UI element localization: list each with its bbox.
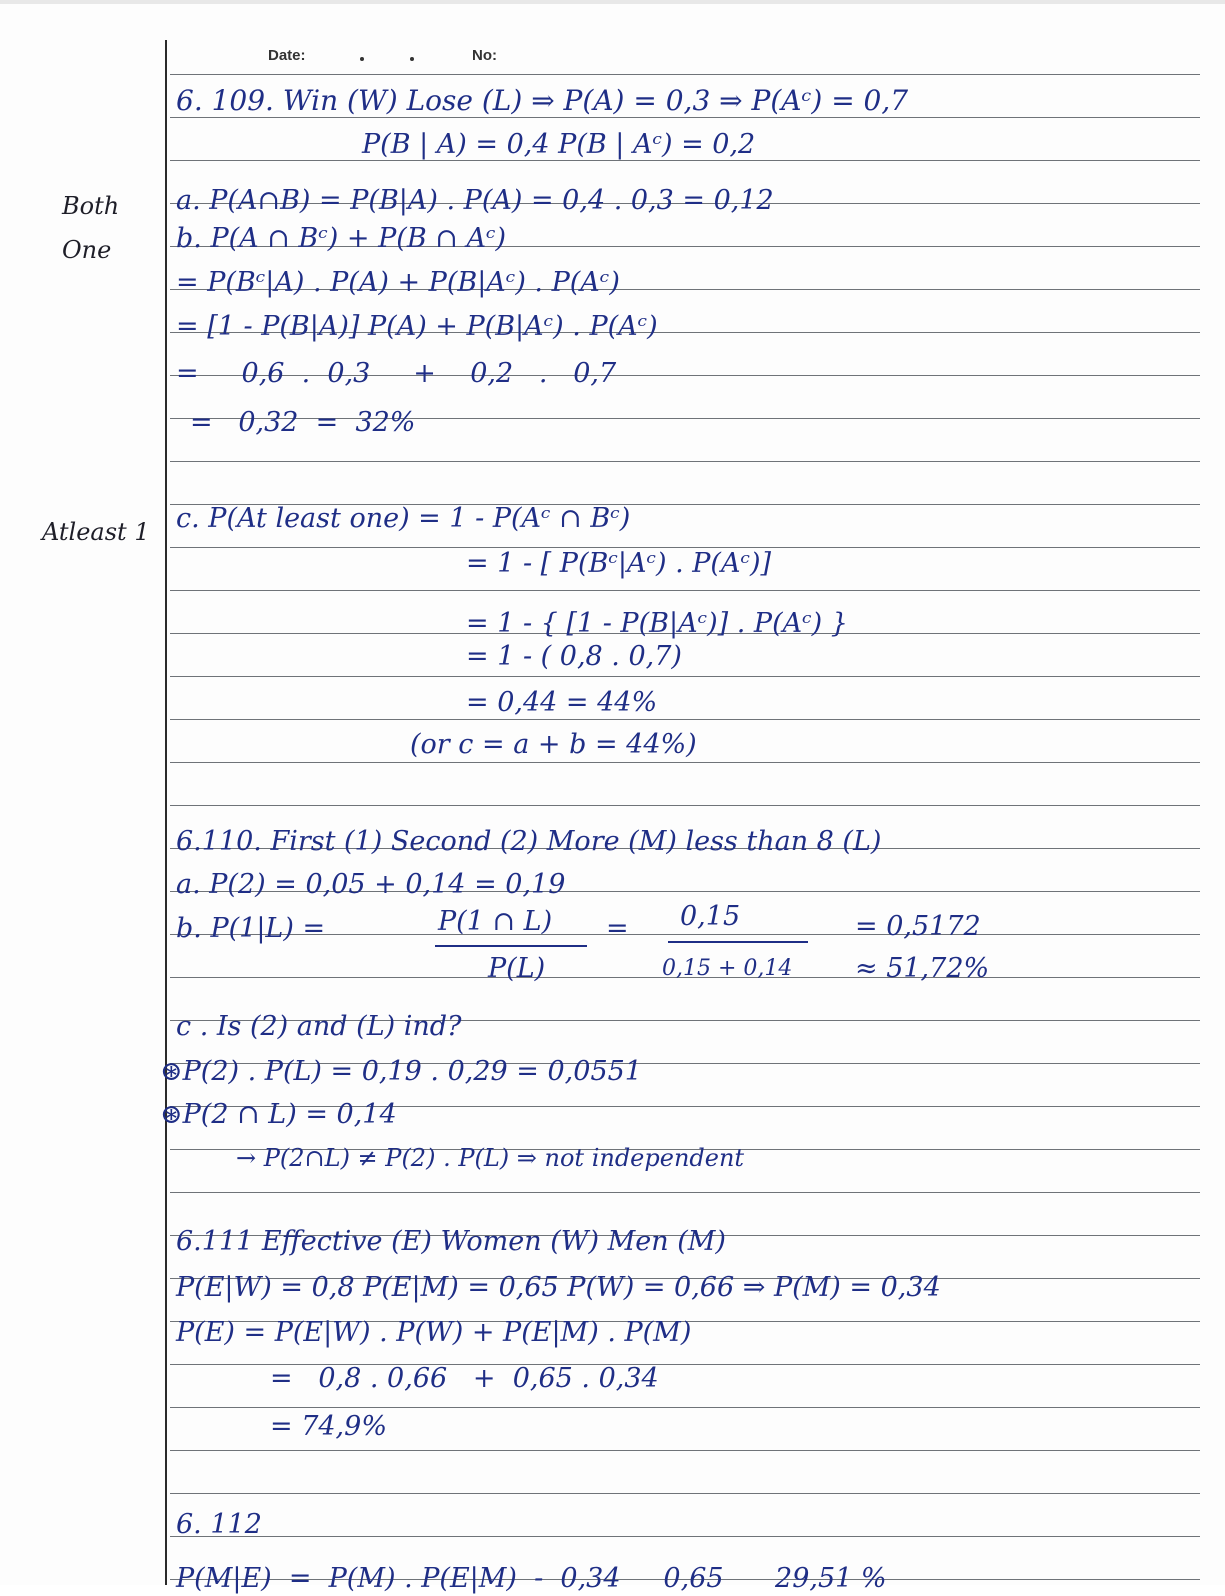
p109-part-b-line1: b. P(A ∩ Bᶜ) + P(B ∩ Aᶜ) <box>176 223 506 254</box>
p110-fraction-numerator: P(1 ∩ L) <box>438 906 553 937</box>
p110-fraction-equals: = <box>606 913 629 944</box>
ruled-line <box>170 1407 1200 1408</box>
p110-fraction-denominator: P(L) <box>488 953 546 984</box>
p110-part-a: a. P(2) = 0,05 + 0,14 = 0,19 <box>176 869 566 900</box>
margin-note-at-least-1: Atleast 1 <box>42 518 150 546</box>
p110-fraction2-numerator: 0,15 <box>680 901 741 932</box>
p109-given: P(B | A) = 0,4 P(B | Aᶜ) = 0,2 <box>362 129 756 160</box>
p109-part-b-line2: = P(Bᶜ|A) . P(A) + P(B|Aᶜ) . P(Aᶜ) <box>176 267 620 298</box>
p109-heading: 6. 109. Win (W) Lose (L) ⇒ P(A) = 0,3 ⇒ P(Aᶜ) = 0,7 <box>176 84 909 117</box>
p112-heading: 6. 112 <box>176 1509 262 1540</box>
p109-part-c-line4: = 1 - ( 0,8 . 0,7) <box>466 641 682 672</box>
ruled-line <box>170 1192 1200 1193</box>
ruled-line <box>170 590 1200 591</box>
p109-part-b-line4: = 0,6 . 0,3 + 0,2 . 0,7 <box>176 358 617 389</box>
margin-note-both: Both <box>62 192 120 220</box>
p111-substitution: = 0,8 . 0,66 + 0,65 . 0,34 <box>270 1363 659 1394</box>
p112-line1: P(M|E) = P(M) . P(E|M) - 0,34 0,65 29,51 % <box>176 1563 887 1594</box>
p111-given: P(E|W) = 0,8 P(E|M) = 0,65 P(W) = 0,66 ⇒ P(M) = 0,34 <box>176 1272 941 1303</box>
ruled-line <box>170 719 1200 720</box>
p111-formula: P(E) = P(E|W) . P(W) + P(E|M) . P(M) <box>176 1317 692 1348</box>
p111-heading: 6.111 Effective (E) Women (W) Men (M) <box>176 1226 726 1257</box>
p110-heading: 6.110. First (1) Second (2) More (M) less than 8 (L) <box>176 826 882 857</box>
ruled-line <box>170 676 1200 677</box>
date-dot <box>360 57 364 61</box>
ruled-line <box>170 805 1200 806</box>
fraction-bar <box>668 941 808 943</box>
p110-part-c-question: c . Is (2) and (L) ind? <box>176 1011 462 1042</box>
margin-note-one: One <box>62 236 112 264</box>
p110-part-c-conclusion: → P(2∩L) ≠ P(2) . P(L) ⇒ not independent <box>236 1144 745 1172</box>
margin-line <box>165 40 167 1585</box>
ruled-line <box>170 1536 1200 1537</box>
p109-part-b-result: = 0,32 = 32% <box>190 407 416 438</box>
ruled-line <box>170 1493 1200 1494</box>
ruled-line <box>170 762 1200 763</box>
p110-result-decimal: = 0,5172 <box>855 911 981 942</box>
date-dot <box>410 57 414 61</box>
ruled-line <box>170 1450 1200 1451</box>
p109-part-c-line1: c. P(At least one) = 1 - P(Aᶜ ∩ Bᶜ) <box>176 503 631 534</box>
p109-part-c-line2: = 1 - [ P(Bᶜ|Aᶜ) . P(Aᶜ)] <box>466 548 772 579</box>
p109-part-c-line3: = 1 - { [1 - P(B|Aᶜ)] . P(Aᶜ) } <box>466 608 848 639</box>
ruled-line <box>170 461 1200 462</box>
p110-part-c-intersection: ⊛P(2 ∩ L) = 0,14 <box>160 1099 397 1130</box>
scan-edge <box>0 0 1225 4</box>
p110-result-percent: ≈ 51,72% <box>855 953 990 984</box>
date-label: Date: <box>268 47 306 64</box>
ruled-line <box>170 74 1200 75</box>
p111-result: = 74,9% <box>270 1411 387 1442</box>
p109-part-b-line3: = [1 - P(B|A)] P(A) + P(B|Aᶜ) . P(Aᶜ) <box>176 311 658 342</box>
p109-part-c-line6: (or c = a + b = 44%) <box>410 729 697 760</box>
p109-part-c-line5: = 0,44 = 44% <box>466 687 658 718</box>
fraction-bar <box>435 945 587 947</box>
p110-part-c-product: ⊛P(2) . P(L) = 0,19 . 0,29 = 0,0551 <box>160 1056 642 1087</box>
p109-part-a: a. P(A∩B) = P(B|A) . P(A) = 0,4 . 0,3 = 0,12 <box>176 185 774 216</box>
p110-part-b-lhs: b. P(1|L) = <box>176 913 326 944</box>
p110-fraction2-denominator: 0,15 + 0,14 <box>662 956 793 981</box>
number-label: No: <box>472 47 497 64</box>
